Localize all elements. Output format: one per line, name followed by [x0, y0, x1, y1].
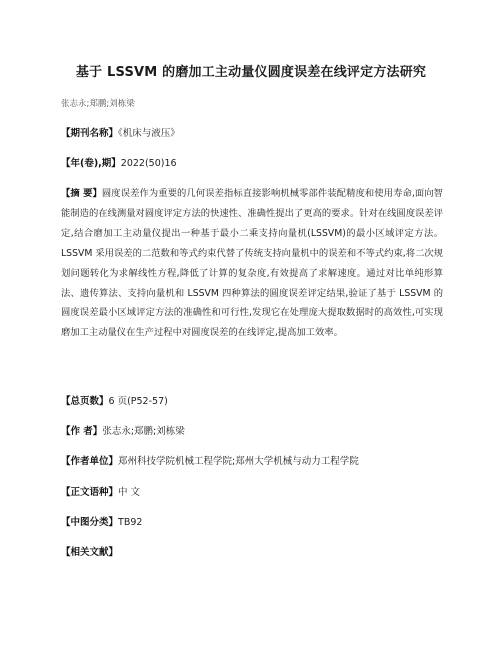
pages-label: 【总页数】: [61, 396, 109, 407]
pages-field: [61, 393, 168, 407]
author-byline: 张志永;郑鹏;刘栋梁: [61, 99, 135, 109]
classification-field: [61, 514, 142, 528]
page-title: 基于 LSSVM 的磨加工主动量仪圆度误差在线评定方法研究: [75, 65, 427, 80]
authors-label: 【作 者】: [61, 426, 103, 437]
abstract-label: 【摘 要】: [61, 188, 102, 199]
abstract-text: 圆度误差作为重要的几何误差指标直接影响机械零部件装配精度和使用寿命,面向智能制造的在线测量对圆度评定方法的快速性、准确性提出了更高的要求。针对在线圆度误差评定,结合磨加工主动量仪提出一种基于最小二乘支持向量机(LSSVM)的最小区域评定方法。LSSVM 采用误差的二范数和等式约束代替了传统支持向量机中的误差和不等式约束,将二次规划问题转化为求解线性方程,降低了计算的复杂度,有效提高了求解速度。通过对比单纯形算法、遗传算法、支持向量机和 LSSVM 四种算法的圆度误差评定结果,验证了基于 LSSVM 的圆度误差最小区域评定方法的准确性和可行性,发现它在处理庞大提取数据时的高效性,可实现磨加工主动量仪在生产过程中对圆度误差的在线评定,提高加工效率。: [61, 188, 443, 339]
pages-value: 6 页(P52-57): [108, 396, 168, 407]
classification-label: 【中图分类】: [61, 517, 119, 528]
related-field: [61, 544, 118, 558]
authors-value: 张志永;郑鹏;刘栋梁: [102, 426, 185, 437]
journal-label: 【期刊名称】: [61, 128, 119, 139]
language-label: 【正文语种】: [61, 487, 119, 498]
language-value: 中 文: [118, 487, 141, 498]
classification-value: TB92: [118, 517, 143, 528]
language-field: [61, 484, 140, 498]
journal-field: [61, 125, 180, 139]
affiliation-field: [61, 453, 359, 467]
affiliation-label: 【作者单位】: [61, 456, 119, 467]
related-label: 【相关文献】: [61, 547, 119, 558]
year-issue-label: 【年(卷),期】: [61, 158, 121, 169]
year-issue-value: 2022(50)16: [120, 158, 177, 169]
year-issue-field: [61, 155, 177, 169]
affiliation-value: 郑州科技学院机械工程学院;郑州大学机械与动力工程学院: [118, 456, 359, 467]
journal-value: 《机床与液压》: [118, 128, 180, 139]
abstract-field: [61, 184, 443, 343]
authors-field: [61, 423, 185, 437]
